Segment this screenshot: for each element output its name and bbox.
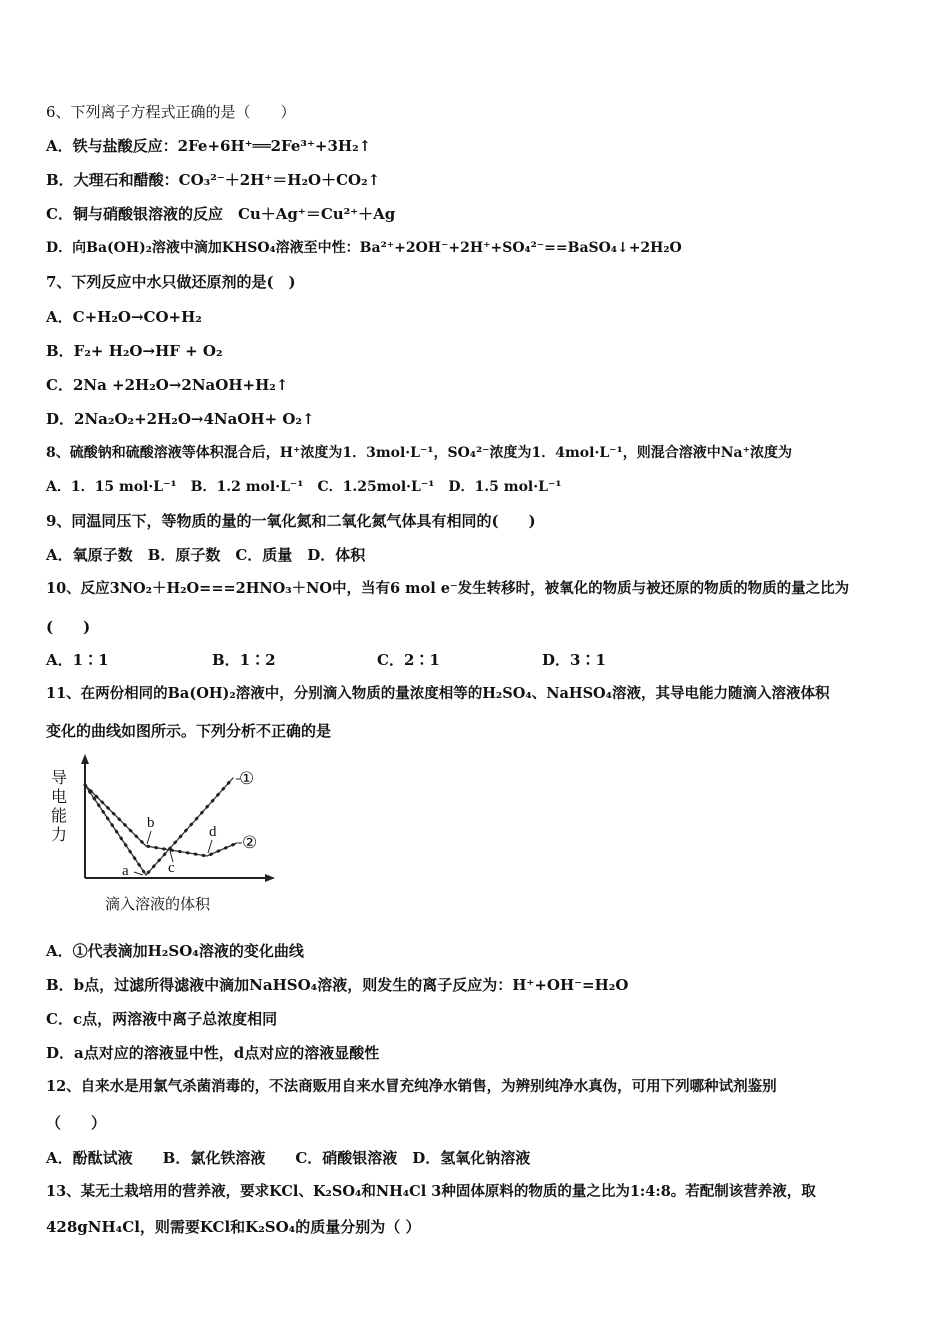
q9-stem: 9、同温同压下，等物质的量的一氧化氮和二氧化氮气体具有相同的( )	[46, 512, 536, 530]
q10-stem: 10、反应3NO₂＋H₂O===2HNO₃＋NO中，当有6 mol e⁻发生转移时，被氧化的物质与被还原的物质的物质的量之比为	[46, 580, 850, 597]
q6-option-a: A．铁与盐酸反应：2Fe+6H⁺══2Fe³⁺+3H₂↑	[46, 137, 372, 155]
y-axis-label: 导电能力	[50, 768, 67, 844]
curve-2-label: ②	[242, 833, 258, 852]
q9-options: A．氧原子数 B．原子数 C．质量 D．体积	[46, 546, 366, 564]
q11-option-d: D．a点对应的溶液显中性，d点对应的溶液显酸性	[46, 1044, 380, 1062]
curve-1-label: ①	[239, 769, 255, 788]
q10-option-b: B．1∶2	[212, 651, 276, 669]
q13-stem-line2: 428gNH₄Cl，则需要KCl和K₂SO₄的质量分别为（ ）	[46, 1218, 421, 1236]
q11-stem-line1: 11、在两份相同的Ba(OH)₂溶液中，分别滴入物质的量浓度相等的H₂SO₄、NaHSO₄溶液，其导电能力随滴入溶液体积	[46, 685, 830, 702]
q7-option-b: B．F₂+ H₂O→HF + O₂	[46, 342, 223, 360]
q12-stem: 12、自来水是用氯气杀菌消毒的，不法商贩用自来水冒充纯净水销售，为辨别纯净水真伪，可用下列哪种试剂鉴别	[46, 1078, 777, 1095]
q6-option-c: C．铜与硝酸银溶液的反应 Cu＋Ag⁺＝Cu²⁺＋Ag	[46, 205, 396, 223]
q10-option-d: D．3∶1	[542, 651, 606, 669]
q7-option-a: A．C+H₂O→CO+H₂	[46, 308, 202, 326]
q8-stem: 8、硫酸钠和硫酸溶液等体积混合后，H⁺浓度为1．3mol·L⁻¹，SO₄²⁻浓度为1．4mol·L⁻¹，则混合溶液中Na⁺浓度为	[46, 445, 792, 461]
q11-option-c: C．c点，两溶液中离子总浓度相同	[46, 1010, 278, 1028]
point-b-label: b	[147, 815, 155, 831]
point-c-label: c	[168, 860, 175, 876]
q13-stem-line1: 13、某无土栽培用的营养液，要求KCl、K₂SO₄和NH₄Cl 3种固体原料的物质的量之比为1:4:8。若配制该营养液，取	[46, 1183, 816, 1200]
q7-stem: 7、下列反应中水只做还原剂的是( )	[46, 273, 296, 291]
q8-options: A．1．15 mol·L⁻¹ B．1.2 mol·L⁻¹ C．1.25mol·L⁻¹ D．1.5 mol·L⁻¹	[46, 479, 562, 495]
q6-option-b: B．大理石和醋酸：CO₃²⁻＋2H⁺＝H₂O＋CO₂↑	[46, 171, 381, 189]
q12-options: A．酚酞试液 B．氯化铁溶液 C．硝酸银溶液 D．氢氧化钠溶液	[46, 1149, 531, 1167]
curve-2-line	[85, 785, 237, 856]
point-d-label: d	[209, 824, 217, 840]
q10-option-a: A．1∶1	[46, 651, 109, 669]
q10-option-c: C．2∶1	[377, 651, 440, 669]
q11-stem-line2: 变化的曲线如图所示。下列分析不正确的是	[46, 722, 332, 740]
x-axis-label: 滴入溶液的体积	[105, 895, 211, 913]
q6-stem: 6、下列离子方程式正确的是（ ）	[46, 103, 296, 121]
q11-option-b: B．b点，过滤所得滤液中滴加NaHSO₄溶液，则发生的离子反应为：H⁺+OH⁻=H₂O	[46, 976, 629, 994]
point-a-label: a	[122, 863, 129, 879]
q12-blank: （ ）	[46, 1114, 107, 1132]
q11-option-a: A．①代表滴加H₂SO₄溶液的变化曲线	[46, 942, 304, 960]
q10-blank: ( )	[46, 618, 91, 636]
q7-option-c: C．2Na +2H₂O→2NaOH+H₂↑	[46, 376, 289, 394]
q6-option-d: D．向Ba(OH)₂溶液中滴加KHSO₄溶液至中性：Ba²⁺+2OH⁻+2H⁺+SO₄²⁻==BaSO₄↓+2H₂O	[46, 240, 682, 256]
q7-option-d: D．2Na₂O₂+2H₂O→4NaOH+ O₂↑	[46, 410, 315, 428]
